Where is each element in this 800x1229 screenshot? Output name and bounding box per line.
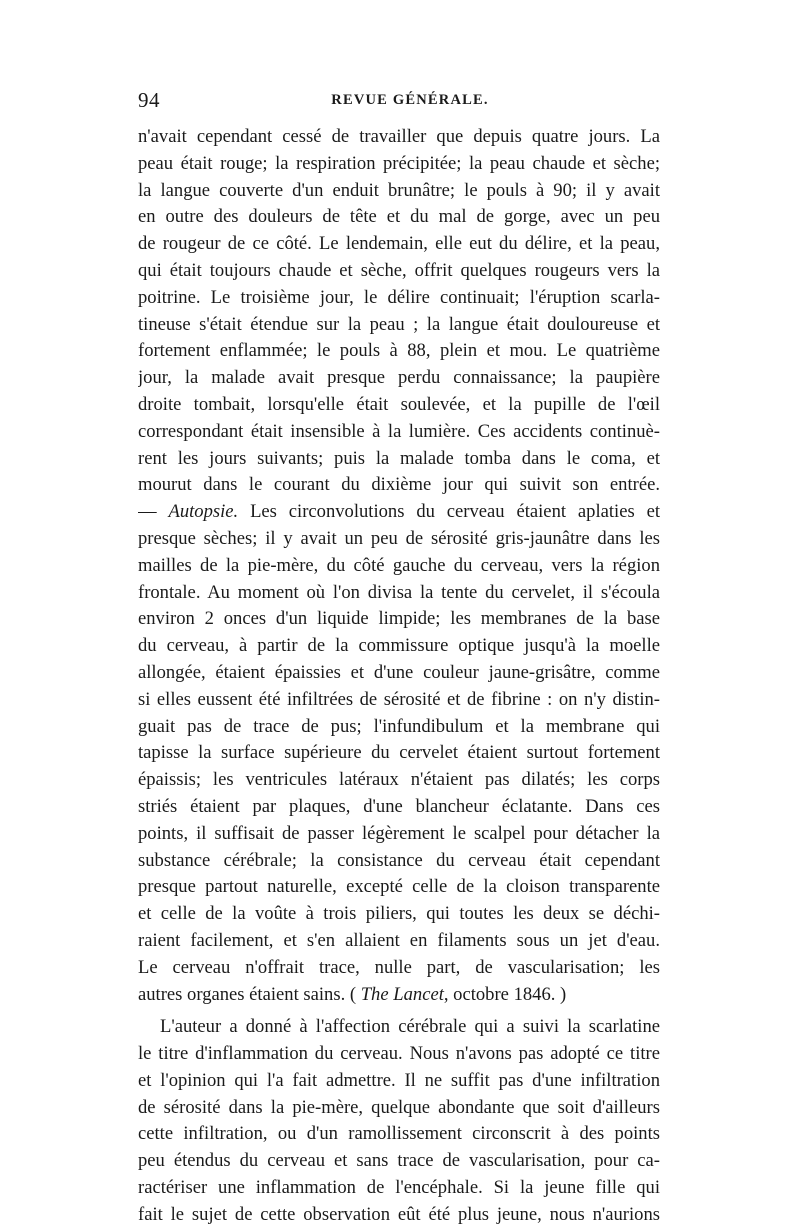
text-line: tineuse s'était étendue sur la peau ; la langue était douloureuse et [138,313,660,335]
text-line: peau était rouge; la respiration précipitée; la peau chaude et sèche; [138,152,660,174]
text-line: épaissis; les ventricules latéraux n'étaient pas dilatés; les corps [138,769,660,791]
text-line: en outre des douleurs de tête et du mal de gorge, avec un peu [138,206,660,228]
text-line: jour, la malade avait presque perdu connaissance; la paupière [138,367,660,389]
text-line: presque sèches; il y avait un peu de sérosité gris-jaunâtre dans les [138,527,660,549]
autopsy-dash: — [138,501,169,523]
text-line: droite tombait, lorsqu'elle était soulevée, et la pupille de l'œil [138,393,660,415]
text-line: qui était toujours chaude et sèche, offrit quelques rougeurs vers la [138,259,660,281]
citation-lead: autres organes étaient sains. ( [138,983,361,1005]
text-line: L'auteur a donné à l'affection cérébrale qui a suivi la scarlatine [160,1016,660,1038]
autopsy-text: Les circonvolutions du cerveau étaient aplaties et [238,501,660,523]
text-line: et l'opinion qui l'a fait admettre. Il ne suffit pas d'une infiltration [138,1069,660,1091]
text-line: rent les jours suivants; puis la malade tomba dans le coma, et [138,447,660,469]
text-line: allongée, étaient épaissies et d'une couleur jaune-grisâtre, comme [138,661,660,683]
text-line: la langue couverte d'un enduit brunâtre; le pouls à 90; il y avait [138,179,660,201]
text-line: environ 2 onces d'un liquide limpide; les membranes de la base [138,608,660,630]
autopsy-line [138,499,660,526]
text-line: du cerveau, à partir de la commissure optique jusqu'à la moelle [138,635,660,657]
paragraph-commentary [138,1014,660,1228]
text-line: si elles eussent été infiltrées de sérosité et de fibrine : on n'y distin- [138,688,660,710]
text-line: poitrine. Le troisième jour, le délire continuait; l'éruption scarla- [138,286,660,308]
text-line: de rougeur de ce côté. Le lendemain, elle eut du délire, et la peau, [138,233,660,255]
page-number: 94 [138,88,160,112]
text-line: raient facilement, et s'en allaient en filaments sous un jet d'eau. [138,929,660,951]
text-line: presque partout naturelle, excepté celle de la cloison transparente [138,876,660,898]
text-line: fortement enflammée; le pouls à 88, plein et mou. Le quatrième [138,340,660,362]
citation-source: The Lancet [360,983,444,1005]
page-header [138,84,660,116]
text-line: mourut dans le courant du dixième jour qui suivit son entrée. [138,474,660,496]
paragraph-autopsy [138,526,660,982]
text-line: substance cérébrale; la consistance du cerveau était cependant [138,849,660,871]
autopsy-label: Autopsie. [168,501,239,523]
text-line: striés étaient par plaques, d'une blancheur éclatante. Dans ces [138,795,660,817]
text-line: de sérosité dans la pie-mère, quelque abondante que soit d'ailleurs [138,1096,660,1118]
text-line: fait le sujet de cette observation eût été plus jeune, nous n'aurions [138,1203,660,1225]
text-line: ractériser une inflammation de l'encéphale. Si la jeune fille qui [138,1177,660,1199]
paragraph-case-report [138,124,660,499]
text-line: et celle de la voûte à trois piliers, qui toutes les deux se déchi- [138,903,660,925]
text-line: mailles de la pie-mère, du côté gauche du cerveau, vers la région [138,554,660,576]
text-line: cette infiltration, ou d'un ramollissement circonscrit à des points [138,1123,660,1145]
text-line: peu étendus du cerveau et sans trace de vascularisation, pour ca- [138,1150,660,1172]
text-line: le titre d'inflammation du cerveau. Nous n'avons pas adopté ce titre [138,1043,660,1065]
text-line: tapisse la surface supérieure du cervelet étaient surtout fortement [138,742,660,764]
citation-line [138,982,660,1009]
text-line: points, il suffisait de passer légèrement le scalpel pour détacher la [138,822,660,844]
text-line: frontale. Au moment où l'on divisa la tente du cervelet, il s'écoula [138,581,660,603]
citation-date: , octobre 1846. ) [443,983,567,1005]
text-line: Le cerveau n'offrait trace, nulle part, de vascularisation; les [138,956,660,978]
body-text [138,124,660,1229]
text-line: guait pas de trace de pus; l'infundibulum et la membrane qui [138,715,660,737]
text-line: correspondant était insensible à la lumière. Ces accidents continuè- [138,420,660,442]
text-line: n'avait cependant cessé de travailler que depuis quatre jours. La [138,126,660,147]
running-title: REVUE GÉNÉRALE. [331,92,489,108]
